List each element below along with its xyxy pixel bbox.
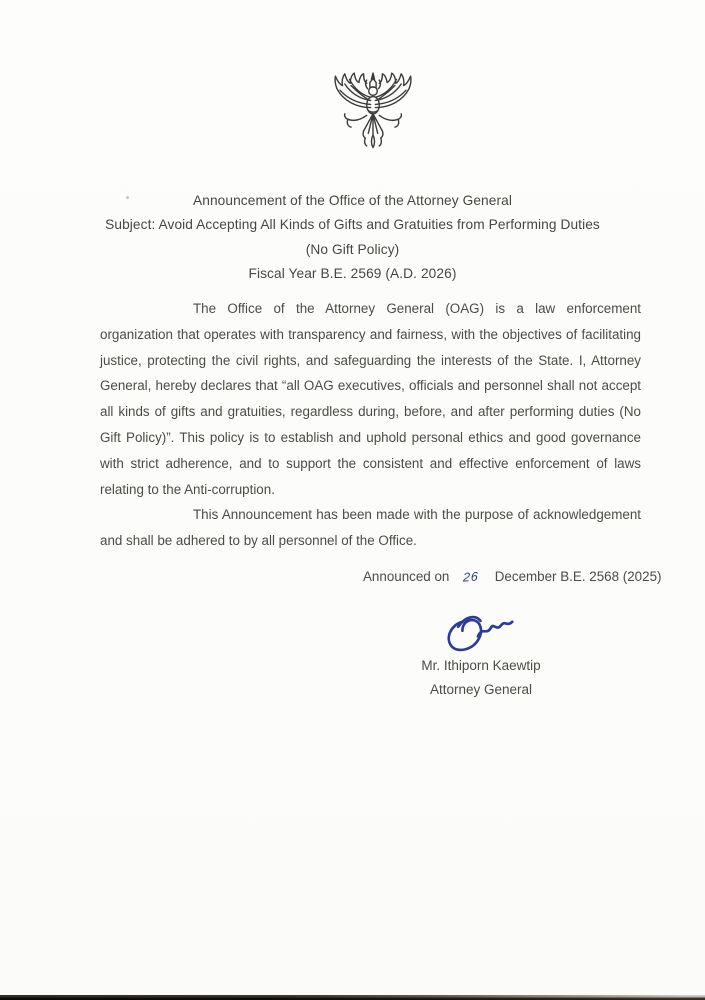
title-line-subject: Subject: Avoid Accepting All Kinds of Gifts and Gratuities from Performing Duties: [105, 217, 600, 233]
handwritten-date: 26: [462, 569, 480, 585]
title-line-fiscal-year: Fiscal Year B.E. 2569 (A.D. 2026): [248, 266, 457, 282]
announced-date-line: [363, 569, 661, 584]
signatory-title: Attorney General: [429, 681, 533, 697]
garuda-emblem-icon: [326, 70, 420, 167]
scan-bottom-edge: [0, 995, 705, 1000]
document-body: [100, 296, 641, 554]
title-line-announcement: Announcement of the Office of the Attorney General: [193, 193, 512, 208]
scan-speck: [126, 196, 129, 199]
body-paragraph-1: The Office of the Attorney General (OAG) is a law enforcement organization that operates with transparency and fairness, with the objectives of facilitating justice, protecting the civil rights, and safeguarding the interests of the State. I, Attorney General, hereby declares that “all OAG executives, officials and personnel shall not accept all kinds of gifts and gratuities, regardless during, before, and after performing duties (No Gift Policy)”. This policy is to establish and uphold personal ethics and good governance with strict adherence, and to support the consistent and effective enforcement of laws relating to the Anti-corruption.: [100, 301, 641, 497]
body-paragraph-2: This Announcement has been made with the purpose of acknowledgement and shall be adhered to by all personnel of the Office.: [100, 507, 641, 549]
title-line-policy: (No Gift Policy): [305, 241, 400, 257]
announced-prefix: Announced on: [363, 569, 450, 584]
signatory-block: [361, 654, 601, 701]
announced-suffix: December B.E. 2568 (2025): [494, 569, 662, 584]
signatory-name: Mr. Ithiporn Kaewtip: [421, 658, 541, 673]
signature-ink-icon: [437, 606, 533, 659]
document-title-block: [0, 189, 705, 287]
